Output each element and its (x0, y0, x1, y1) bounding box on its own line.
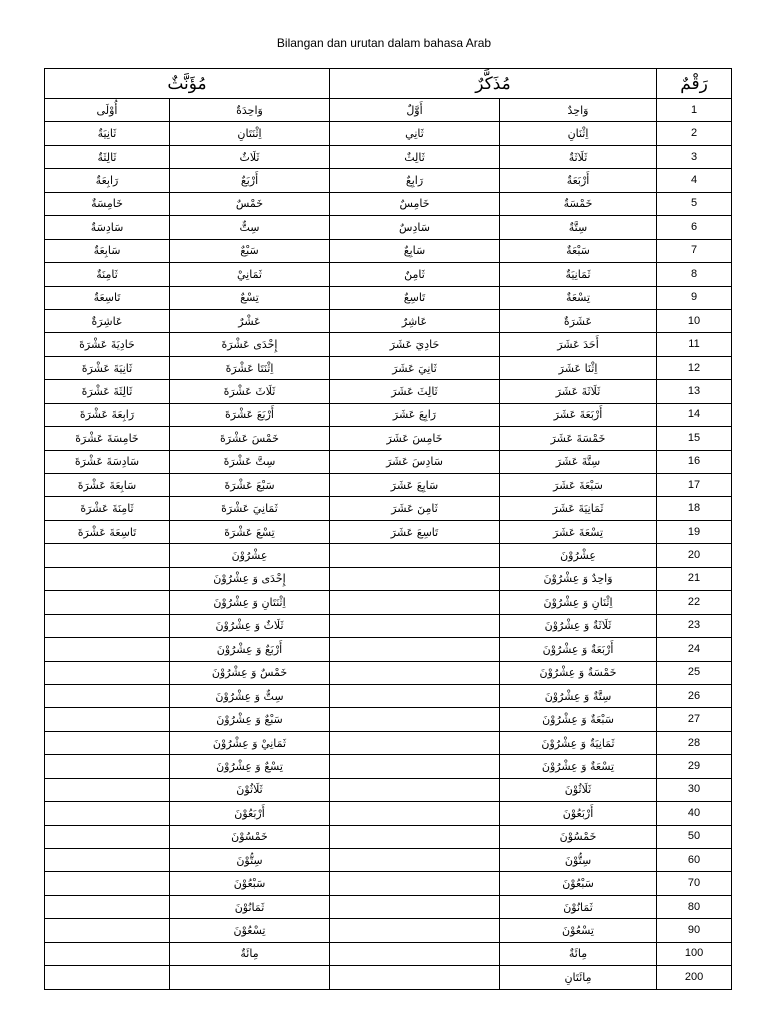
masculine-ordinal-cell (330, 661, 500, 684)
table-row (45, 356, 732, 379)
number-cell: 11 (657, 333, 732, 356)
table-row (45, 263, 732, 286)
masculine-cardinal-cell: تِسْعَةَ عَشَرَ (500, 520, 657, 543)
masculine-cardinal-cell: ثَمَانِيَةٌ وَ عِشْرُوْنَ (500, 731, 657, 754)
masculine-cardinal-cell: خَمْسَةَ عَشَرَ (500, 427, 657, 450)
feminine-ordinal-cell: ثَامِنَةَ عَشْرَةَ (45, 497, 170, 520)
feminine-cardinal-cell: أَرْبَعُوْنَ (170, 802, 330, 825)
masculine-ordinal-cell: رَابِعٌ (330, 169, 500, 192)
masculine-ordinal-cell (330, 849, 500, 872)
table-row (45, 638, 732, 661)
feminine-ordinal-cell (45, 825, 170, 848)
masculine-cardinal-cell: ثَلَاثَةٌ (500, 145, 657, 168)
feminine-ordinal-cell (45, 802, 170, 825)
table-row (45, 497, 732, 520)
number-cell: 22 (657, 591, 732, 614)
masculine-cardinal-cell: خَمْسَةٌ وَ عِشْرُوْنَ (500, 661, 657, 684)
masculine-ordinal-cell: ثَامِنَ عَشَرَ (330, 497, 500, 520)
number-cell: 2 (657, 122, 732, 145)
table-row (45, 145, 732, 168)
feminine-ordinal-cell (45, 638, 170, 661)
number-cell: 200 (657, 966, 732, 990)
feminine-cardinal-cell: سَبْعٌ (170, 239, 330, 262)
masculine-cardinal-cell: سِتُّوْنَ (500, 849, 657, 872)
feminine-cardinal-cell: ثَمَانِيْ (170, 263, 330, 286)
masculine-cardinal-cell: سِتَّةٌ وَ عِشْرُوْنَ (500, 684, 657, 707)
masculine-cardinal-cell: سِتَّةٌ (500, 216, 657, 239)
feminine-ordinal-cell: رَابِعَةٌ (45, 169, 170, 192)
feminine-cardinal-cell: خَمْسٌ وَ عِشْرُوْنَ (170, 661, 330, 684)
masculine-ordinal-cell (330, 591, 500, 614)
table-row (45, 122, 732, 145)
masculine-ordinal-cell (330, 684, 500, 707)
masculine-cardinal-cell: سِتَّةَ عَشَرَ (500, 450, 657, 473)
masculine-ordinal-cell (330, 614, 500, 637)
table-row (45, 849, 732, 872)
feminine-cardinal-cell: خَمْسُوْنَ (170, 825, 330, 848)
number-cell: 40 (657, 802, 732, 825)
table-row (45, 169, 732, 192)
number-cell: 60 (657, 849, 732, 872)
feminine-cardinal-cell: خَمْسٌ (170, 192, 330, 215)
masculine-cardinal-cell: مِائَتَانِ (500, 966, 657, 990)
table-row (45, 450, 732, 473)
number-cell: 90 (657, 919, 732, 942)
table-row (45, 380, 732, 403)
masculine-cardinal-cell: ثَمَانِيَةَ عَشَرَ (500, 497, 657, 520)
masculine-cardinal-cell: أَرْبَعَةٌ وَ عِشْرُوْنَ (500, 638, 657, 661)
feminine-cardinal-cell: أَرْبَعَ عَشْرَةَ (170, 403, 330, 426)
feminine-ordinal-cell (45, 778, 170, 801)
feminine-ordinal-cell: حَادِيَةَ عَشْرَةَ (45, 333, 170, 356)
number-cell: 8 (657, 263, 732, 286)
feminine-ordinal-cell (45, 731, 170, 754)
number-cell: 5 (657, 192, 732, 215)
masculine-cardinal-cell: اِثْنَانِ (500, 122, 657, 145)
masculine-cardinal-cell: سَبْعَةٌ وَ عِشْرُوْنَ (500, 708, 657, 731)
feminine-ordinal-cell: رَابِعَةَ عَشْرَةَ (45, 403, 170, 426)
feminine-cardinal-cell: سَبْعَ عَشْرَةَ (170, 474, 330, 497)
feminine-ordinal-cell: ثَامِنَةٌ (45, 263, 170, 286)
masculine-ordinal-cell: حَادِيَ عَشَرَ (330, 333, 500, 356)
number-cell: 9 (657, 286, 732, 309)
table-row (45, 778, 732, 801)
number-cell: 30 (657, 778, 732, 801)
masculine-ordinal-cell: سَادِسَ عَشَرَ (330, 450, 500, 473)
table-row (45, 520, 732, 543)
number-cell: 70 (657, 872, 732, 895)
table-row (45, 192, 732, 215)
masculine-cardinal-cell: ثَمَانِيَةٌ (500, 263, 657, 286)
feminine-cardinal-cell: سَبْعُوْنَ (170, 872, 330, 895)
masculine-cardinal-cell: اِثْنَانِ وَ عِشْرُوْنَ (500, 591, 657, 614)
table-row (45, 99, 732, 122)
feminine-cardinal-cell: اِثْنَتَانِ وَ عِشْرُوْنَ (170, 591, 330, 614)
number-cell: 16 (657, 450, 732, 473)
table-row (45, 872, 732, 895)
masculine-cardinal-cell: ثَلَاثَةٌ وَ عِشْرُوْنَ (500, 614, 657, 637)
masculine-cardinal-cell: سَبْعُوْنَ (500, 872, 657, 895)
feminine-cardinal-cell: تِسْعُوْنَ (170, 919, 330, 942)
masculine-ordinal-cell (330, 731, 500, 754)
feminine-cardinal-cell: عِشْرُوْنَ (170, 544, 330, 567)
feminine-ordinal-cell (45, 591, 170, 614)
feminine-ordinal-cell: ثَانِيَةَ عَشْرَةَ (45, 356, 170, 379)
masculine-ordinal-cell: ثَالِثٌ (330, 145, 500, 168)
masculine-ordinal-cell (330, 942, 500, 965)
number-table (44, 68, 732, 990)
number-cell: 12 (657, 356, 732, 379)
masculine-cardinal-cell: اِثْنَا عَشَرَ (500, 356, 657, 379)
masculine-ordinal-cell (330, 638, 500, 661)
table-row (45, 427, 732, 450)
feminine-ordinal-cell (45, 661, 170, 684)
masculine-cardinal-cell: خَمْسُوْنَ (500, 825, 657, 848)
table-header-row (45, 69, 732, 99)
feminine-cardinal-cell: اِثْنَتَانِ (170, 122, 330, 145)
masculine-ordinal-cell (330, 755, 500, 778)
masculine-ordinal-cell: ثَانِي (330, 122, 500, 145)
feminine-cardinal-cell (170, 966, 330, 990)
number-cell: 1 (657, 99, 732, 122)
masculine-cardinal-cell: سَبْعَةٌ (500, 239, 657, 262)
masculine-cardinal-cell: عِشْرُوْنَ (500, 544, 657, 567)
feminine-cardinal-cell: ثَمَانِيَ عَشْرَةَ (170, 497, 330, 520)
feminine-ordinal-cell: عَاشِرَةٌ (45, 309, 170, 332)
masculine-cardinal-cell: تِسْعَةٌ (500, 286, 657, 309)
feminine-cardinal-cell: ثَلَاثٌ (170, 145, 330, 168)
table-row (45, 544, 732, 567)
number-cell: 13 (657, 380, 732, 403)
masculine-cardinal-cell: سَبْعَةَ عَشَرَ (500, 474, 657, 497)
feminine-cardinal-cell: ثَلَاثَ عَشْرَةَ (170, 380, 330, 403)
table-row (45, 802, 732, 825)
table-row (45, 731, 732, 754)
feminine-cardinal-cell: ثَلَاثُوْنَ (170, 778, 330, 801)
header-feminine: مُؤَنَّثٌ (45, 69, 330, 99)
feminine-ordinal-cell (45, 849, 170, 872)
number-cell: 24 (657, 638, 732, 661)
table-row (45, 825, 732, 848)
feminine-cardinal-cell: سِتُّوْنَ (170, 849, 330, 872)
feminine-cardinal-cell: عَشْرٌ (170, 309, 330, 332)
feminine-ordinal-cell (45, 544, 170, 567)
masculine-ordinal-cell: رَابِعَ عَشَرَ (330, 403, 500, 426)
table-row (45, 239, 732, 262)
feminine-cardinal-cell: تِسْعَ عَشْرَةَ (170, 520, 330, 543)
feminine-cardinal-cell: خَمْسَ عَشْرَةَ (170, 427, 330, 450)
feminine-ordinal-cell: سَابِعَةٌ (45, 239, 170, 262)
table-row (45, 661, 732, 684)
table-row (45, 591, 732, 614)
number-cell: 20 (657, 544, 732, 567)
table-row (45, 966, 732, 990)
masculine-ordinal-cell: عَاشِرٌ (330, 309, 500, 332)
feminine-cardinal-cell: مِائَةٌ (170, 942, 330, 965)
feminine-cardinal-cell: ثَلَاثٌ وَ عِشْرُوْنَ (170, 614, 330, 637)
table-row (45, 216, 732, 239)
feminine-cardinal-cell: ثَمَانِيْ وَ عِشْرُوْنَ (170, 731, 330, 754)
table-row (45, 614, 732, 637)
feminine-cardinal-cell: سَبْعٌ وَ عِشْرُوْنَ (170, 708, 330, 731)
feminine-cardinal-cell: سِتٌّ (170, 216, 330, 239)
feminine-cardinal-cell: أَرْبَعٌ وَ عِشْرُوْنَ (170, 638, 330, 661)
feminine-ordinal-cell: ثَالِثَةٌ (45, 145, 170, 168)
feminine-ordinal-cell (45, 614, 170, 637)
masculine-cardinal-cell: أَرْبَعُوْنَ (500, 802, 657, 825)
masculine-cardinal-cell: مِائَةٌ (500, 942, 657, 965)
feminine-ordinal-cell: سَادِسَةَ عَشْرَةَ (45, 450, 170, 473)
number-cell: 29 (657, 755, 732, 778)
number-cell: 15 (657, 427, 732, 450)
feminine-ordinal-cell: أُوْلَى (45, 99, 170, 122)
table-row (45, 895, 732, 918)
masculine-cardinal-cell: عَشَرَةٌ (500, 309, 657, 332)
table-row (45, 755, 732, 778)
feminine-cardinal-cell: ثَمَانُوْنَ (170, 895, 330, 918)
feminine-ordinal-cell: سَابِعَةَ عَشْرَةَ (45, 474, 170, 497)
feminine-ordinal-cell (45, 684, 170, 707)
masculine-cardinal-cell: أَحَدَ عَشَرَ (500, 333, 657, 356)
feminine-ordinal-cell (45, 919, 170, 942)
feminine-cardinal-cell: تِسْعٌ (170, 286, 330, 309)
table-row (45, 919, 732, 942)
feminine-cardinal-cell: سِتَّ عَشْرَةَ (170, 450, 330, 473)
number-cell: 50 (657, 825, 732, 848)
table-row (45, 684, 732, 707)
masculine-ordinal-cell (330, 802, 500, 825)
masculine-ordinal-cell (330, 872, 500, 895)
masculine-ordinal-cell: تَاسِعٌ (330, 286, 500, 309)
table-row (45, 333, 732, 356)
number-cell: 25 (657, 661, 732, 684)
feminine-ordinal-cell (45, 708, 170, 731)
number-cell: 7 (657, 239, 732, 262)
header-masculine: مُذَكَّرٌ (330, 69, 657, 99)
feminine-cardinal-cell: إِحْدَى عَشْرَةَ (170, 333, 330, 356)
number-cell: 21 (657, 567, 732, 590)
masculine-cardinal-cell: ثَلَاثَةَ عَشَرَ (500, 380, 657, 403)
masculine-cardinal-cell: تِسْعَةٌ وَ عِشْرُوْنَ (500, 755, 657, 778)
feminine-cardinal-cell: إِحْدَى وَ عِشْرُوْنَ (170, 567, 330, 590)
number-cell: 19 (657, 520, 732, 543)
number-cell: 17 (657, 474, 732, 497)
masculine-ordinal-cell: سَادِسٌ (330, 216, 500, 239)
number-cell: 27 (657, 708, 732, 731)
number-cell: 10 (657, 309, 732, 332)
masculine-ordinal-cell (330, 825, 500, 848)
page-title: Bilangan dan urutan dalam bahasa Arab (276, 36, 492, 50)
masculine-ordinal-cell: تَاسِعَ عَشَرَ (330, 520, 500, 543)
masculine-cardinal-cell: وَاحِدٌ وَ عِشْرُوْنَ (500, 567, 657, 590)
table-body (45, 99, 732, 990)
feminine-ordinal-cell: ثَالِثَةَ عَشْرَةَ (45, 380, 170, 403)
header-number: رَقْمٌ (657, 69, 732, 99)
table-row (45, 403, 732, 426)
table-row (45, 567, 732, 590)
masculine-cardinal-cell: أَرْبَعَةٌ (500, 169, 657, 192)
masculine-ordinal-cell (330, 778, 500, 801)
masculine-ordinal-cell (330, 567, 500, 590)
table-row (45, 474, 732, 497)
feminine-ordinal-cell: تَاسِعَةٌ (45, 286, 170, 309)
masculine-ordinal-cell: سَابِعٌ (330, 239, 500, 262)
number-cell: 26 (657, 684, 732, 707)
feminine-ordinal-cell (45, 966, 170, 990)
number-cell: 14 (657, 403, 732, 426)
number-cell: 4 (657, 169, 732, 192)
masculine-cardinal-cell: تِسْعُوْنَ (500, 919, 657, 942)
number-cell: 100 (657, 942, 732, 965)
number-cell: 6 (657, 216, 732, 239)
masculine-cardinal-cell: أَرْبَعَةَ عَشَرَ (500, 403, 657, 426)
number-cell: 18 (657, 497, 732, 520)
masculine-cardinal-cell: ثَمَانُوْنَ (500, 895, 657, 918)
feminine-ordinal-cell (45, 872, 170, 895)
masculine-ordinal-cell (330, 895, 500, 918)
feminine-ordinal-cell: تَاسِعَةَ عَشْرَةَ (45, 520, 170, 543)
table-row (45, 942, 732, 965)
masculine-ordinal-cell: خَامِسٌ (330, 192, 500, 215)
table-row (45, 309, 732, 332)
masculine-ordinal-cell (330, 919, 500, 942)
feminine-ordinal-cell: خَامِسَةٌ (45, 192, 170, 215)
feminine-ordinal-cell (45, 942, 170, 965)
feminine-ordinal-cell (45, 567, 170, 590)
feminine-cardinal-cell: سِتٌّ وَ عِشْرُوْنَ (170, 684, 330, 707)
masculine-ordinal-cell: ثَانِيَ عَشَرَ (330, 356, 500, 379)
table-row (45, 708, 732, 731)
masculine-ordinal-cell: ثَالِثَ عَشَرَ (330, 380, 500, 403)
masculine-ordinal-cell (330, 966, 500, 990)
feminine-ordinal-cell (45, 755, 170, 778)
table-row (45, 286, 732, 309)
number-cell: 80 (657, 895, 732, 918)
masculine-cardinal-cell: ثَلَاثُوْنَ (500, 778, 657, 801)
number-cell: 28 (657, 731, 732, 754)
feminine-cardinal-cell: أَرْبَعٌ (170, 169, 330, 192)
feminine-cardinal-cell: تِسْعٌ وَ عِشْرُوْنَ (170, 755, 330, 778)
feminine-ordinal-cell (45, 895, 170, 918)
number-cell: 3 (657, 145, 732, 168)
masculine-ordinal-cell: ثَامِنٌ (330, 263, 500, 286)
masculine-ordinal-cell (330, 544, 500, 567)
feminine-ordinal-cell: خَامِسَةَ عَشْرَةَ (45, 427, 170, 450)
masculine-ordinal-cell: أَوَّلٌ (330, 99, 500, 122)
feminine-ordinal-cell: ثَانِيَةٌ (45, 122, 170, 145)
number-cell: 23 (657, 614, 732, 637)
masculine-ordinal-cell: سَابِعَ عَشَرَ (330, 474, 500, 497)
feminine-ordinal-cell: سَادِسَةٌ (45, 216, 170, 239)
masculine-ordinal-cell (330, 708, 500, 731)
feminine-cardinal-cell: وَاحِدَةٌ (170, 99, 330, 122)
masculine-ordinal-cell: خَامِسَ عَشَرَ (330, 427, 500, 450)
masculine-cardinal-cell: وَاحِدٌ (500, 99, 657, 122)
feminine-cardinal-cell: اِثْنَتَا عَشْرَةَ (170, 356, 330, 379)
masculine-cardinal-cell: خَمْسَةٌ (500, 192, 657, 215)
